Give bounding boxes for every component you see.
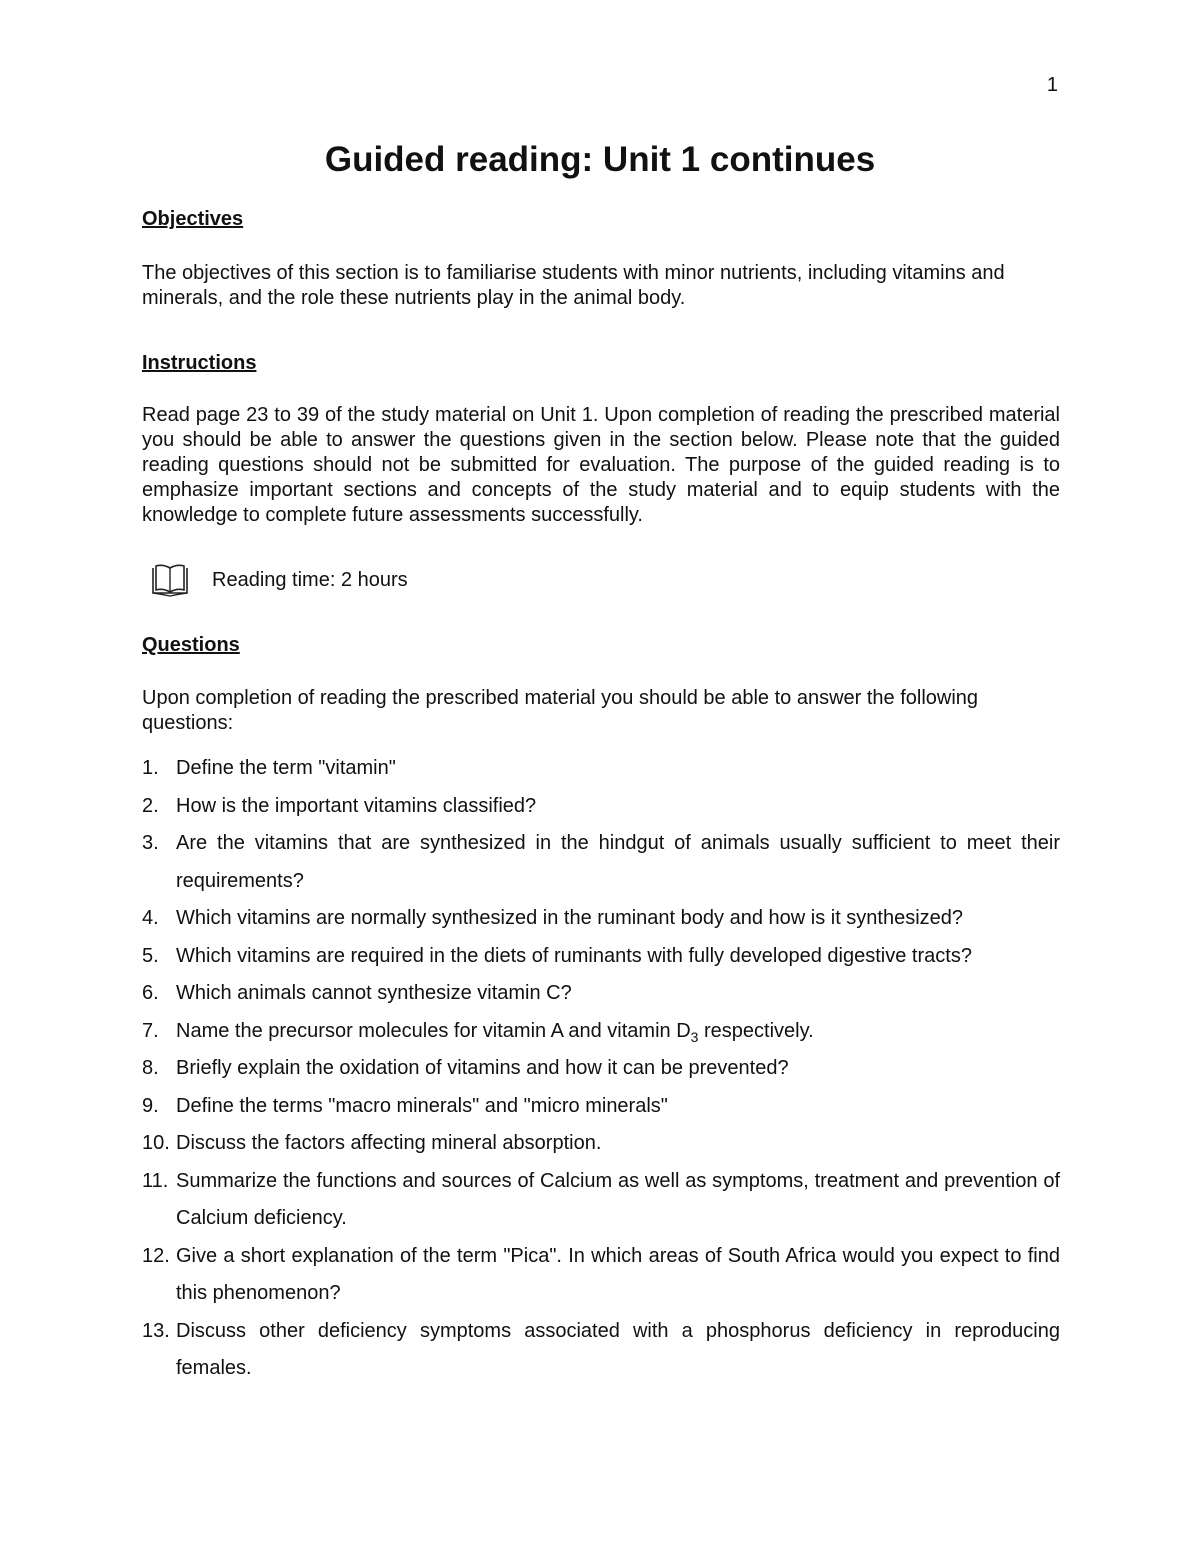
question-item [142,1088,1060,1126]
question-text: How is the important vitamins classified? [176,794,537,817]
question-text: Define the term "vitamin" [176,757,396,779]
question-item [142,788,1060,826]
question-text: Discuss the factors affecting mineral absorption. [176,1132,602,1154]
reading-time-text: Reading time: 2 hours [212,568,408,591]
questions-heading: Questions [142,634,240,656]
question-item [142,938,1060,976]
question-number: 4. [142,907,159,929]
subscript: 3 [690,1028,699,1045]
question-text [176,1013,1060,1051]
question-number: 9. [142,1094,159,1117]
question-number: 11. [142,1169,169,1192]
question-item [142,1013,1060,1051]
question-text-part: Name the precursor molecules for vitamin A and vitamin D [176,1019,691,1042]
questions-intro: Upon completion of reading the prescribed material you should be able to answer the following questions: [142,687,979,734]
objectives-heading: Objectives [142,208,244,230]
question-number: 6. [142,982,159,1004]
questions-list [142,750,1060,1388]
question-item [142,900,1060,938]
question-text: Discuss other deficiency symptoms associated with a phosphorus deficiency in reproducing females. [176,1319,1060,1379]
question-number: 12. [142,1244,170,1267]
instructions-heading: Instructions [142,352,257,374]
question-text: Which vitamins are normally synthesized in the ruminant body and how is it synthesized? [176,907,964,929]
question-number: 8. [142,1057,159,1079]
question-number: 2. [142,794,159,817]
question-number: 7. [142,1019,159,1042]
question-item [142,975,1060,1013]
question-item [142,1238,1060,1313]
question-item [142,1050,1060,1088]
objectives-text: The objectives of this section is to familiarise students with minor nutrients, including vitamins and minerals, and the role these nutrients play in the animal body. [142,262,1005,309]
question-text: Summarize the functions and sources of Calcium as well as symptoms, treatment and prevention of Calcium deficiency. [176,1169,1060,1229]
instructions-text: Read page 23 to 39 of the study material on Unit 1. Upon completion of reading the prescribed material you should be able to answer the questions given in the section below. Please note that the guided reading questions should not be submitted for evaluation. The purpose of the guided reading is to emphasize important sections and concepts of the study material and to equip students with the knowledge to complete future assessments successfully. [142,404,1060,526]
question-item [142,1163,1060,1238]
question-number: 3. [142,832,159,854]
question-text: Give a short explanation of the term "Pica". In which areas of South Africa would you expect to find this phenomenon? [176,1244,1060,1304]
question-item [142,1125,1060,1163]
question-item [142,825,1060,900]
question-text: Briefly explain the oxidation of vitamins and how it can be prevented? [176,1057,789,1079]
question-text: Which animals cannot synthesize vitamin C? [176,982,572,1004]
question-number: 5. [142,944,159,967]
question-number: 1. [142,757,159,779]
question-text: Are the vitamins that are synthesized in the hindgut of animals usually sufficient to meet their requirements? [176,832,1060,892]
reading-time-note [150,563,750,597]
question-number: 10. [142,1132,170,1154]
question-text-part: respectively. [698,1019,814,1042]
question-item [142,750,1060,788]
page-title: Guided reading: Unit 1 continues [324,140,876,179]
question-text: Define the terms "macro minerals" and "micro minerals" [176,1094,668,1117]
book-icon [150,563,190,597]
question-text: Which vitamins are required in the diets of ruminants with fully developed digestive tracts? [176,944,972,967]
page-number: 1 [1046,74,1058,96]
question-item [142,1313,1060,1388]
question-number: 13. [142,1319,170,1342]
